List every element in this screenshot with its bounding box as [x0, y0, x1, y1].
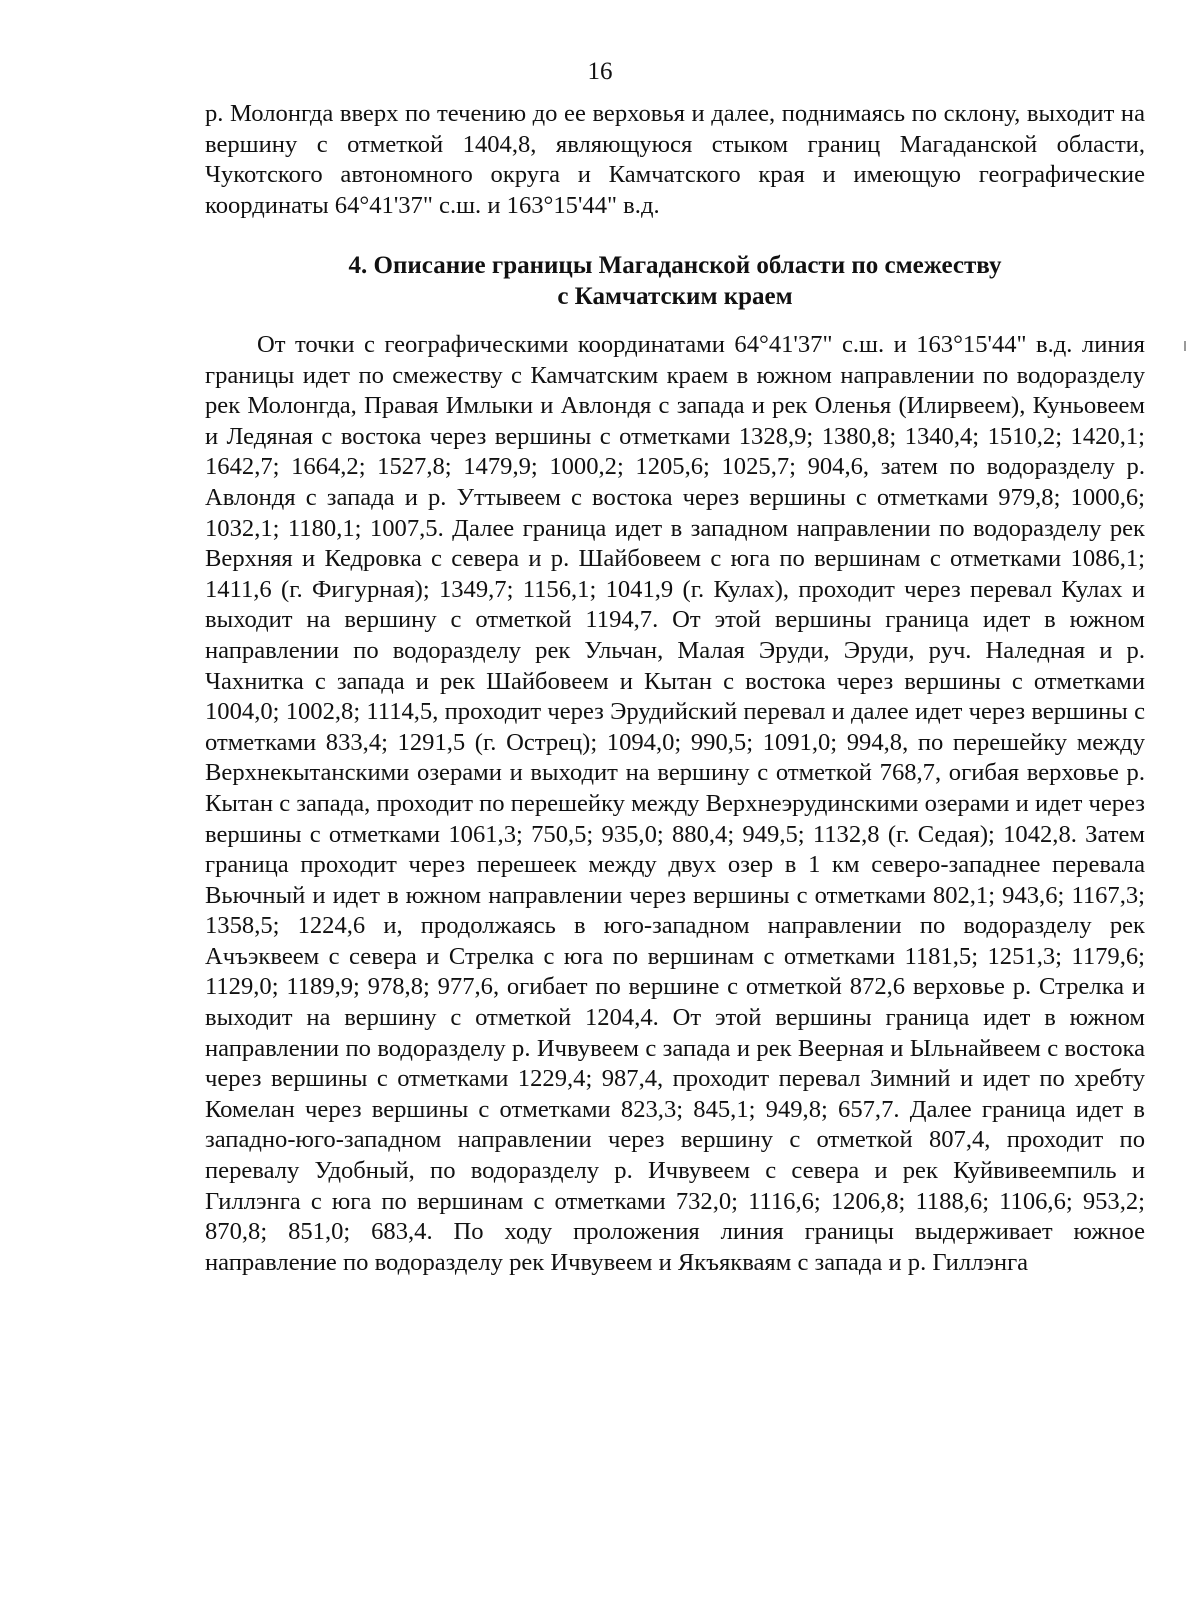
section-heading-line-1: 4. Описание границы Магаданской области по смежеству	[348, 252, 1002, 279]
section-heading	[205, 250, 1145, 312]
main-paragraph-text: От точки с географическими координатами 64°41'37" с.ш. и 163°15'44" в.д. линия границы идет по смежеству с Камчатским краем в южном направлении по водоразделу рек Молонгда, Правая Имлыки и Авлондя с запада и рек Оленья (Илирвеем), Куньовеем и Ледяная с востока через вершины с отметками 1328,9; 1380,8; 1340,4; 1510,2; 1420,1; 1642,7; 1664,2; 1527,8; 1479,9; 1000,2; 1205,6; 1025,7; 904,6, затем по водоразделу р. Авлондя с запада и р. Уттывеем с востока через вершины с отметками 979,8; 1000,6; 1032,1; 1180,1; 1007,5. Далее граница идет в западном направлении по водоразделу рек Верхняя и Кедровка с севера и р. Шайбовеем с юга по вершинам с отметками 1086,1; 1411,6 (г. Фигурная); 1349,7; 1156,1; 1041,9 (г. Кулах), проходит через перевал Кулах и выходит на вершину с отметкой 1194,7. От этой вершины граница идет в южном направлении по водоразделу рек Ульчан, Малая Эруди, Эруди, руч. Наледная и р. Чахнитка с запада и рек Шайбовеем и Кытан с востока через вершины с отметками 1004,0; 1002,8; 1114,5, проходит через Эрудийский перевал и далее идет через вершины с отметками 833,4; 1291,5 (г. Острец); 1094,0; 990,5; 1091,0; 994,8, по перешейку между Верхнекытанскими озерами и выходит на вершину с отметкой 768,7, огибая верховье р. Кытан с запада, проходит по перешейку между Верхнеэрудинскими озерами и идет через вершины с отметками 1061,3; 750,5; 935,0; 880,4; 949,5; 1132,8 (г. Седая); 1042,8. Затем граница проходит через перешеек между двух озер в 1 км северо-западнее перевала Вьючный и идет в южном направлении через вершины с отметками 802,1; 943,6; 1167,3; 1358,5; 1224,6 и, продолжаясь в юго-западном направлении по водоразделу рек Ачъэквеем с севера и Стрелка с юга по вершинам с отметками 1181,5; 1251,3; 1179,6; 1129,0; 1189,9; 978,8; 977,6, огибает по вершине с отметкой 872,6 верховье р. Стрелка и выходит на вершину с отметкой 1204,4. От этой вершины граница идет в южном направлении по водоразделу р. Ичвувеем с запада и рек Веерная и Ыльнайвеем с востока через вершины с отметками 1229,4; 987,4, проходит перевал Зимний и идет по хребту Комелан через вершины с отметками 823,3; 845,1; 949,8; 657,7. Далее граница идет в западно-юго-западном направлении через вершину с отметкой 807,4, проходит по перевалу Удобный, по водоразделу р. Ичвувеем с севера и рек Куйвивеемпиль и Гиллэнга с юга по вершинам с отметками 732,0; 1116,6; 1206,8; 1188,6; 1106,6; 953,2; 870,8; 851,0; 683,4. По ходу проложения линия границы выдерживает южное направление по водоразделу рек Ичвувеем и Якъякваям с запада и р. Гиллэнга	[205, 331, 1145, 1276]
section-heading-line-2: с Камчатским краем	[557, 283, 793, 310]
main-paragraph	[205, 330, 1145, 1278]
scan-mark	[1184, 341, 1186, 351]
page-number: 16	[587, 58, 613, 85]
intro-paragraph	[205, 99, 1145, 221]
intro-paragraph-text: р. Молонгда вверх по течению до ее верховья и далее, поднимаясь по склону, выходит на вершину с отметкой 1404,8, являющуюся стыком границ Магаданской области, Чукотского автономного округа и Камчатского края и имеющую географические координаты 64°41'37" с.ш. и 163°15'44" в.д.	[205, 100, 1145, 219]
